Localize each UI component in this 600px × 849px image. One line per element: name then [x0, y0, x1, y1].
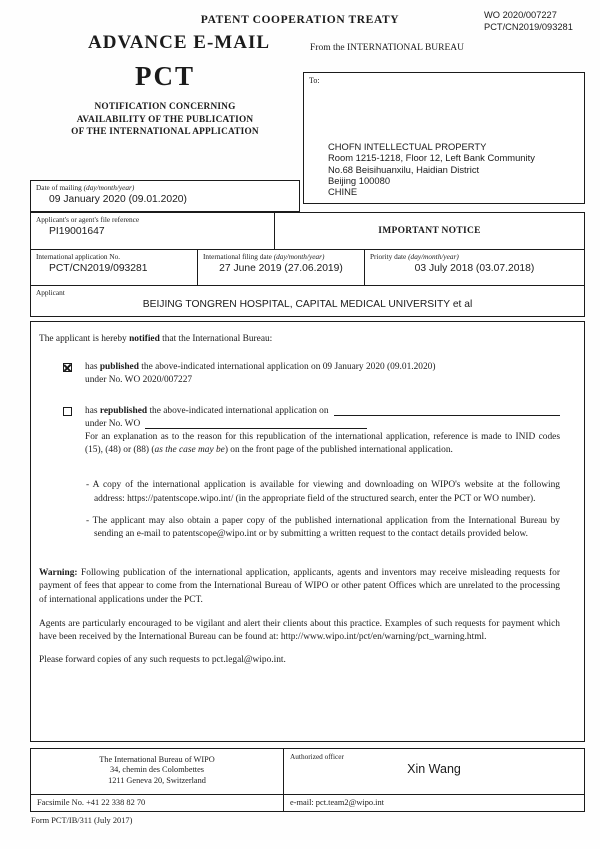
- pct-number: PCT/CN2019/093281: [484, 21, 573, 32]
- intro-paragraph: The applicant is hereby notified that the International Bureau:: [39, 334, 273, 344]
- address-line: No.68 Beisihuanxilu, Haidian District: [328, 163, 480, 175]
- paper-copy-bullet: - The applicant may also obtain a paper copy of the published international application from the International Bureau by sending an e-mail to patentscope@wipo.int or by submitting a written request to the contact details provided below.: [86, 515, 560, 540]
- bureau-address-cell: [31, 749, 284, 794]
- address-line: CHINE: [328, 186, 358, 198]
- publication-numbers: [484, 10, 573, 33]
- facsimile-cell: Facsimile No. +41 22 338 82 70: [31, 795, 284, 811]
- address-line: CHOFN INTELLECTUAL PROPERTY: [328, 141, 487, 152]
- date-of-mailing-box: [30, 180, 300, 212]
- checkbox-unchecked-icon: [63, 407, 72, 416]
- filing-date-cell: [198, 250, 365, 285]
- table-row: [31, 250, 584, 286]
- email-cell: e-mail: pct.team2@wipo.int: [290, 798, 384, 807]
- checkbox-checked-icon: [63, 363, 72, 372]
- notification-body-box: [30, 321, 585, 742]
- filing-date-value: 27 June 2019 (27.06.2019): [219, 263, 343, 274]
- agents-paragraph: Agents are particularly encouraged to be vigilant and alert their clients about this practice. Examples of such requests for payment which have been received by the International Bureau can be found at: http://www.wipo.int/pct/en/warning/pct_warning.html.: [39, 618, 560, 643]
- address-line: Beijing 100080: [328, 174, 391, 186]
- authorized-officer-cell: [284, 749, 584, 794]
- date-of-mailing-value: 09 January 2020 (09.01.2020): [49, 194, 187, 205]
- published-line2: under No. WO 2020/007227: [85, 375, 193, 386]
- republished-line2: under No. WO: [85, 418, 560, 431]
- forward-paragraph: Please forward copies of any such requests to pct.legal@wipo.int.: [39, 655, 286, 666]
- priority-date-label: Priority date (day/month/year): [370, 252, 459, 261]
- bureau-line: 34, chemin des Colombettes: [109, 765, 205, 775]
- copy-available-bullet: - A copy of the international application is available for viewing and downloading on WIPO's website at the following address: https://patentscope.wipo.int/ (in the appropriate field of the structured search, enter the PCT or WO number).: [86, 480, 560, 504]
- republish-date-blank: [334, 405, 560, 416]
- recipient-address: [328, 141, 535, 197]
- advance-email-title: ADVANCE E-MAIL: [88, 32, 271, 53]
- application-no-label: International application No.: [36, 252, 121, 261]
- contact-footer-box: [30, 748, 585, 812]
- to-label: To:: [309, 76, 320, 85]
- bureau-line: 1211 Geneva 20, Switzerland: [108, 775, 206, 785]
- wo-number: WO 2020/007227: [484, 10, 557, 20]
- warning-paragraph: Warning: Following publication of the international application, applicants, agents and inventors may receive misleading requests for payment of fees that appear to come from the International Bureau of WIPO or other patent Offices which are unrelated to the processing of international applications under the PCT.: [39, 568, 560, 605]
- filing-date-label: International filing date (day/month/year): [203, 252, 325, 261]
- recipient-box: [303, 72, 585, 204]
- applicant-label: Applicant: [36, 288, 65, 297]
- republish-explanation: For an explanation as to the reason for this republication of the international application, reference is made to INID codes (15), (48) or (88) (as the case may be) on the front page of the published international application.: [85, 432, 560, 456]
- applicant-value: BEIJING TONGREN HOSPITAL, CAPITAL MEDICAL UNIVERSITY et al: [142, 299, 473, 310]
- treaty-title: PATENT COOPERATION TREATY: [200, 14, 400, 26]
- bureau-line: The International Bureau of WIPO: [99, 755, 215, 764]
- republished-line1: has republished the above-indicated international application on: [85, 405, 560, 418]
- authorized-officer-label: Authorized officer: [290, 752, 344, 761]
- application-no-value: PCT/CN2019/093281: [49, 263, 148, 274]
- applicant-cell: [31, 286, 584, 316]
- important-notice-label: IMPORTANT NOTICE: [378, 226, 481, 236]
- priority-date-value: 03 July 2018 (03.07.2018): [414, 263, 535, 274]
- table-row: [31, 286, 584, 316]
- priority-date-cell: [365, 250, 584, 285]
- notification-title: NOTIFICATION CONCERNING AVAILABILITY OF THE PUBLICATION OF THE INTERNATIONAL APPLICATION: [71, 102, 259, 137]
- file-reference-value: PI19001647: [49, 226, 105, 237]
- important-notice-cell: [275, 213, 584, 249]
- date-of-mailing-label: Date of mailing (day/month/year): [36, 183, 135, 192]
- address-line: Room 1215-1218, Floor 12, Left Bank Community: [328, 152, 535, 164]
- table-row: [31, 213, 584, 250]
- published-item: [63, 361, 560, 387]
- application-no-cell: [31, 250, 198, 285]
- republished-item: [63, 405, 560, 458]
- pct-logo: PCT: [135, 61, 195, 91]
- application-info-table: [30, 212, 585, 317]
- file-reference-cell: [31, 213, 275, 249]
- authorized-officer-name: Xin Wang: [407, 762, 461, 776]
- form-number: Form PCT/IB/311 (July 2017): [31, 816, 133, 825]
- published-line1: has published the above-indicated international application on 09 January 2020 (09.01.2020): [85, 362, 436, 373]
- file-reference-label: Applicant's or agent's file reference: [36, 215, 140, 224]
- from-bureau-line: From the INTERNATIONAL BUREAU: [310, 43, 465, 53]
- republish-wo-number-blank: [145, 418, 367, 429]
